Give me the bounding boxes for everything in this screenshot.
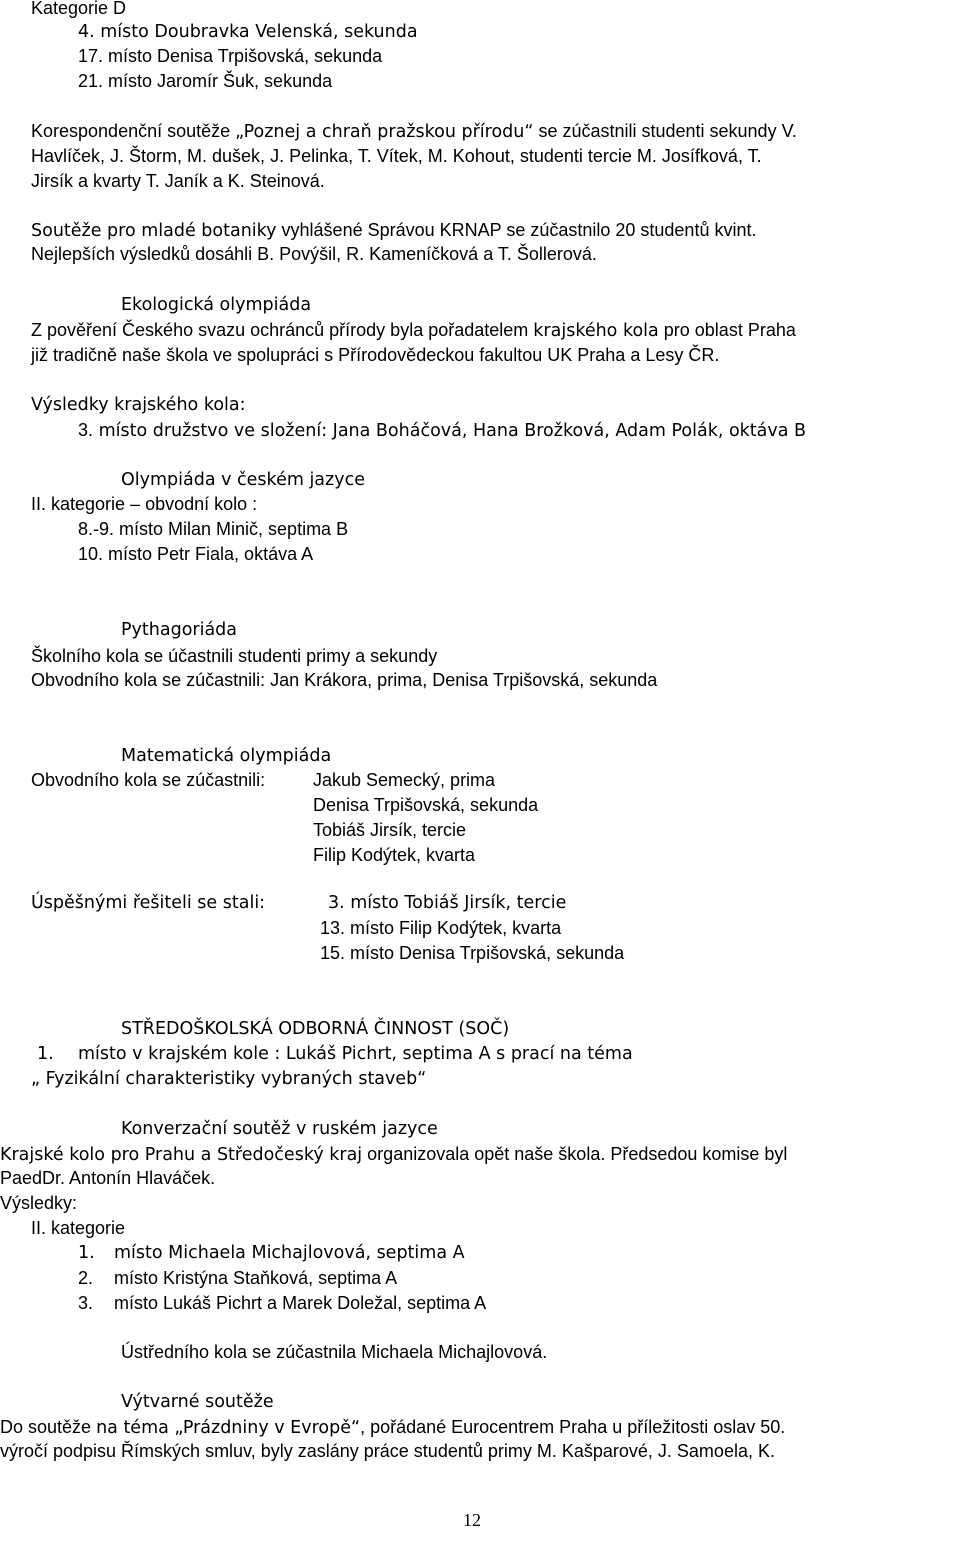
- botanika-text: vyhlášené Správou KRNAP se zúčastnilo 20 studentů kvint.: [276, 220, 757, 240]
- eko-results-label: Výsledky krajského kola:: [31, 395, 246, 415]
- eko-paragraph-line: již tradičně naše škola ve spolupráci s Přírodovědeckou fakultou UK Praha a Lesy ČR.: [31, 345, 720, 365]
- vytvarne-paragraph-line: výročí podpisu Římských smluv, byly zaslány práce studentů primy M. Kašparové, J. Samoela, K.: [0, 1441, 775, 1461]
- rj-text: organizovala opět naše škola. Předsedou komise byl: [362, 1144, 788, 1164]
- eko-kolo: krajského kola: [533, 321, 659, 341]
- koresp-paragraph-line: Jirsík a kvarty T. Janík a K. Steinová.: [31, 171, 325, 191]
- rj-result: místo Lukáš Pichrt a Marek Doležal, septima A: [114, 1293, 487, 1313]
- cj-item: 10. místo Petr Fiala, oktáva A: [78, 544, 314, 564]
- koresp-competition-name: „Poznej a chraň pražskou přírodu“: [235, 122, 534, 142]
- rj-paragraph-line: PaedDr. Antonín Hlaváček.: [0, 1168, 216, 1188]
- soc-result-number: 1.: [37, 1044, 54, 1064]
- pyth-line: Školního kola se účastnili studenti primy a sekundy: [31, 646, 438, 666]
- rj-heading: Konverzační soutěž v ruském jazyce: [121, 1119, 438, 1139]
- eko-result-text: místo družstvo ve složení: Jana Boháčová, Hana Brožková, Adam Polák, oktáva B: [93, 421, 807, 441]
- eko-heading: Ekologická olympiáda: [121, 295, 312, 315]
- botanika-paragraph-line: [31, 219, 756, 242]
- kategorie-d-item: 21. místo Jaromír Šuk, sekunda: [78, 71, 333, 91]
- mo-solver: 3. místo Tobiáš Jirsík, tercie: [328, 893, 567, 913]
- mo-solver: 15. místo Denisa Trpišovská, sekunda: [320, 943, 625, 963]
- cj-item: 8.-9. místo Milan Minič, septima B: [78, 519, 349, 539]
- rj-results-label: Výsledky:: [0, 1193, 78, 1213]
- koresp-text: se zúčastnili studenti sekundy V.: [533, 121, 797, 141]
- cj-heading: Olympiáda v českém jazyce: [121, 470, 365, 490]
- vytvarne-topic: na téma „Prázdniny v Evropě“: [96, 1418, 361, 1438]
- rj-category: II. kategorie: [31, 1218, 126, 1238]
- soc-heading: STŘEDOŠKOLSKÁ ODBORNÁ ČINNOST (SOČ): [121, 1019, 510, 1039]
- pyth-line: Obvodního kola se zúčastnili: Jan Krákora, prima, Denisa Trpišovská, sekunda: [31, 670, 658, 690]
- page-number: 12: [463, 1510, 481, 1530]
- eko-text: pro oblast Praha: [658, 320, 796, 340]
- eko-result: [78, 419, 806, 442]
- botanika-competition-name: Soutěže pro mladé botaniky: [31, 221, 277, 241]
- soc-topic: „ Fyzikální charakteristiky vybraných staveb“: [31, 1069, 427, 1089]
- mo-participant: Denisa Trpišovská, sekunda: [313, 795, 539, 815]
- kategorie-d-item: 17. místo Denisa Trpišovská, sekunda: [78, 46, 383, 66]
- vytvarne-text: , pořádané Eurocentrem Praha u příležitosti oslav 50.: [360, 1417, 786, 1437]
- rj-result-number: 1.: [78, 1243, 95, 1263]
- rj-round: Krajské kolo pro Prahu a Středočeský kraj: [0, 1145, 363, 1165]
- koresp-paragraph-line: Havlíček, J. Štorm, M. dušek, J. Pelinka, T. Vítek, M. Kohout, studenti tercie M. Josífková, T.: [31, 146, 762, 166]
- pyth-heading: Pythagoriáda: [121, 620, 238, 640]
- rj-result-number: 3.: [78, 1293, 94, 1313]
- koresp-paragraph-line: [31, 120, 797, 143]
- vytvarne-heading: Výtvarné soutěže: [121, 1392, 274, 1412]
- mo-solver: 13. místo Filip Kodýtek, kvarta: [320, 918, 562, 938]
- rj-result: místo Kristýna Staňková, septima A: [114, 1268, 398, 1288]
- cj-category-round: – obvodní kolo :: [130, 494, 258, 514]
- botanika-paragraph-line: Nejlepších výsledků dosáhli B. Povýšil, R. Kameníčková a T. Šollerová.: [31, 244, 597, 264]
- vytvarne-paragraph-line: [0, 1416, 785, 1439]
- cj-category-name: II. kategorie: [31, 494, 131, 514]
- vytvarne-text: Do soutěže: [0, 1417, 97, 1437]
- mo-participant: Jakub Semecký, prima: [313, 770, 496, 790]
- kategorie-d-item: 4. místo Doubravka Velenská, sekunda: [78, 22, 418, 42]
- mo-heading: Matematická olympiáda: [121, 746, 332, 766]
- rj-central-round: Ústředního kola se zúčastnila Michaela Michajlovová.: [121, 1342, 548, 1362]
- soc-result: místo v krajském kole : Lukáš Pichrt, septima A s prací na téma: [78, 1044, 633, 1064]
- rj-paragraph-line: [0, 1143, 787, 1166]
- mo-participant: Filip Kodýtek, kvarta: [313, 845, 476, 865]
- mo-participant: Tobiáš Jirsík, tercie: [313, 820, 467, 840]
- mo-participants-label: Obvodního kola se zúčastnili:: [31, 770, 266, 790]
- mo-solvers-label: Úspěšnými řešiteli se stali:: [31, 893, 266, 913]
- eko-paragraph-line: [31, 319, 796, 342]
- eko-text: Z pověření Českého svazu ochránců přírody byla pořadatelem: [31, 320, 534, 340]
- eko-result-number: 3.: [78, 420, 94, 440]
- kategorie-d-heading: Kategorie D: [31, 0, 127, 18]
- cj-category: [31, 493, 257, 515]
- rj-result-number: 2.: [78, 1268, 94, 1288]
- rj-result: místo Michaela Michajlovová, septima A: [114, 1243, 465, 1263]
- koresp-text: Korespondenční soutěže: [31, 121, 236, 141]
